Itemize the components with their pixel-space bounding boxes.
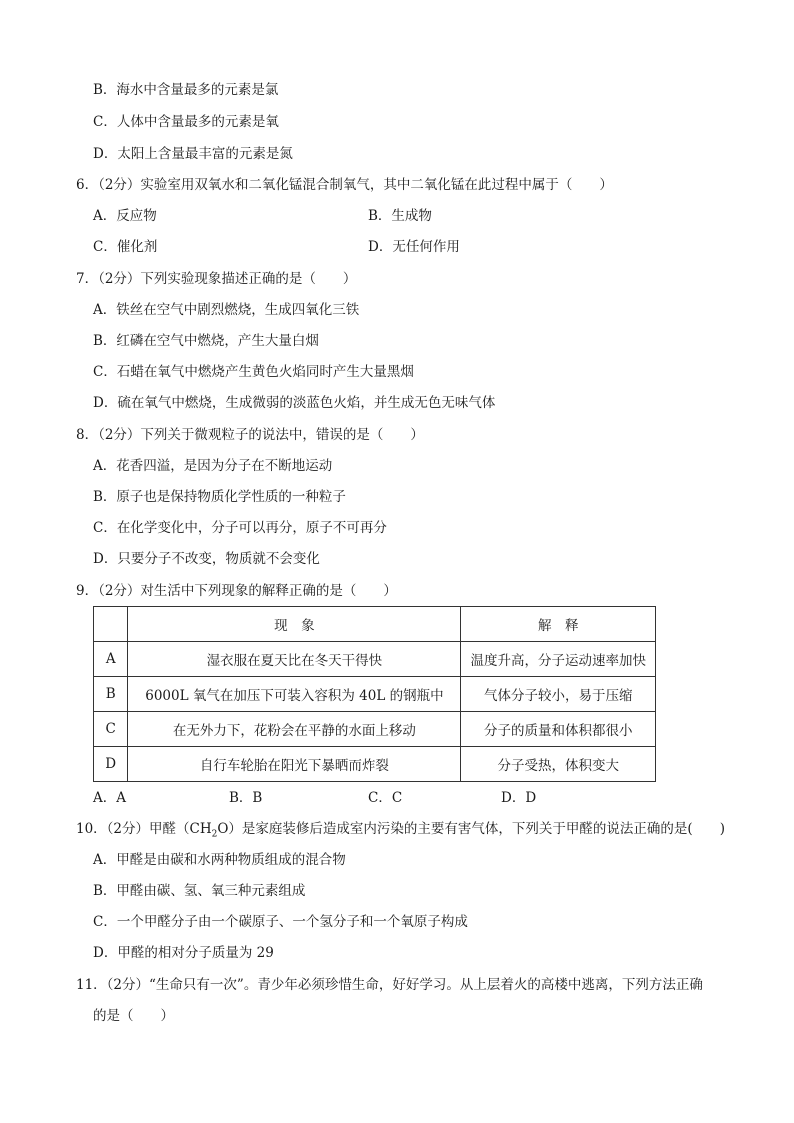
table-cell: 湿衣服在夏天比在冬天干得快 bbox=[128, 642, 461, 677]
q8-option-d: D．只要分子不改变，物质就不会变化 bbox=[93, 551, 320, 567]
q11-stem-line2: 的是（ ） bbox=[93, 1008, 174, 1024]
q7-option-d: D．硫在氧气中燃烧，生成微弱的淡蓝色火焰，并生成无色无味气体 bbox=[93, 395, 496, 411]
q5-option-c: C．人体中含量最多的元素是氧 bbox=[93, 114, 279, 130]
q6-option-d: D．无任何作用 bbox=[368, 239, 460, 255]
q10-stem-subscript: 2 bbox=[211, 829, 218, 840]
table-row bbox=[94, 747, 656, 782]
q8-option-a: A．花香四溢，是因为分子在不断地运动 bbox=[93, 458, 333, 474]
q10-stem-pre: 10．（2分）甲醛（CH bbox=[76, 821, 212, 837]
q6-option-a: A．反应物 bbox=[93, 208, 157, 224]
q5-option-b: B．海水中含量最多的元素是氯 bbox=[93, 82, 279, 98]
q9-option-c: C．C bbox=[368, 790, 403, 806]
table-cell: C bbox=[94, 712, 128, 747]
q7-option-b: B．红磷在空气中燃烧，产生大量白烟 bbox=[93, 333, 319, 349]
q7-option-c: C．石蜡在氧气中燃烧产生黄色火焰同时产生大量黑烟 bbox=[93, 364, 414, 380]
q8-option-c: C．在化学变化中，分子可以再分，原子不可再分 bbox=[93, 520, 387, 536]
q10-option-d: D．甲醛的相对分子质量为 29 bbox=[93, 945, 274, 961]
table-header-row bbox=[94, 607, 656, 642]
q10-option-a: A．甲醛是由碳和水两种物质组成的混合物 bbox=[93, 852, 346, 868]
table-cell: D bbox=[94, 747, 128, 782]
q5-option-d: D．太阳上含量最丰富的元素是氮 bbox=[93, 146, 293, 162]
q6-option-b: B．生成物 bbox=[368, 208, 432, 224]
q9-option-d: D．D bbox=[501, 790, 537, 806]
table-header-cell: 解 释 bbox=[461, 607, 656, 642]
q9-stem: 9．（2分）对生活中下列现象的解释正确的是（ ） bbox=[76, 583, 397, 599]
q10-option-b: B．甲醛由碳、氢、氧三种元素组成 bbox=[93, 883, 306, 899]
table-cell: 气体分子较小，易于压缩 bbox=[461, 677, 656, 712]
q7-stem: 7．（2分）下列实验现象描述正确的是（ ） bbox=[76, 271, 357, 287]
table-row bbox=[94, 642, 656, 677]
q10-stem-post: O）是家庭装修后造成室内污染的主要有害气体，下列关于甲醛的说法正确的是( ) bbox=[217, 821, 725, 837]
table-cell: 6000L 氧气在加压下可装入容积为 40L 的钢瓶中 bbox=[128, 677, 461, 712]
q9-table bbox=[93, 606, 656, 782]
q6-stem: 6．（2分）实验室用双氧水和二氧化锰混合制氧气，其中二氧化锰在此过程中属于（ ） bbox=[76, 177, 613, 193]
table-header-cell bbox=[94, 607, 128, 642]
table-cell: 温度升高，分子运动速率加快 bbox=[461, 642, 656, 677]
q8-option-b: B．原子也是保持物质化学性质的一种粒子 bbox=[93, 489, 346, 505]
table-cell: 自行车轮胎在阳光下暴晒而炸裂 bbox=[128, 747, 461, 782]
table-cell: 在无外力下，花粉会在平静的水面上移动 bbox=[128, 712, 461, 747]
q10-stem bbox=[76, 820, 725, 844]
table-cell: 分子受热，体积变大 bbox=[461, 747, 656, 782]
table-cell: B bbox=[94, 677, 128, 712]
table-header-cell: 现 象 bbox=[128, 607, 461, 642]
q6-option-c: C．催化剂 bbox=[93, 239, 158, 255]
table-row bbox=[94, 677, 656, 712]
q9-option-a: A．A bbox=[93, 790, 126, 806]
table-cell: A bbox=[94, 642, 128, 677]
table-cell: 分子的质量和体积都很小 bbox=[461, 712, 656, 747]
q11-stem-line1: 11．（2分）“生命只有一次”。青少年必须珍惜生命，好好学习。从上层着火的高楼中逃离，下列方法正确 bbox=[76, 977, 703, 993]
q7-option-a: A．铁丝在空气中剧烈燃烧，生成四氧化三铁 bbox=[93, 302, 360, 318]
q9-option-b: B．B bbox=[229, 790, 263, 806]
q10-option-c: C．一个甲醛分子由一个碳原子、一个氢分子和一个氧原子构成 bbox=[93, 914, 468, 930]
table-row bbox=[94, 712, 656, 747]
q8-stem: 8．（2分）下列关于微观粒子的说法中，错误的是（ ） bbox=[76, 427, 424, 443]
